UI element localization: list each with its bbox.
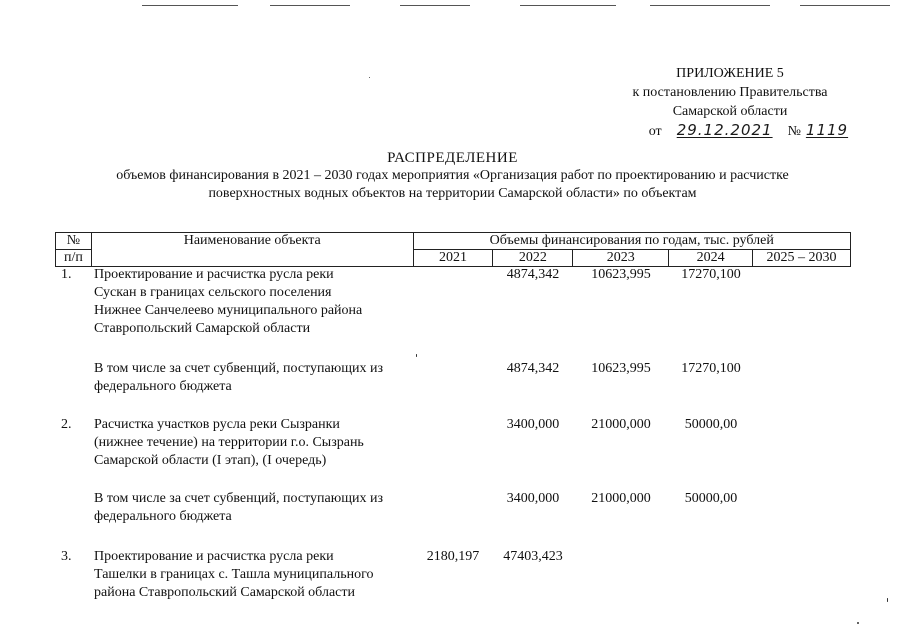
table-row [55,490,851,526]
value-2021 [413,360,493,396]
row-number: 2. [61,417,72,432]
header-year-2025-2030: 2025 – 2030 [753,250,851,267]
name-line: В том числе за счет субвенций, поступающих из [94,491,383,506]
value-2024: 50000,00 [684,417,738,432]
handwritten-date: 29.12.2021 [676,121,773,139]
annex-block [615,64,849,141]
table-row [55,548,851,602]
table-row [55,360,851,396]
scan-edge-line [650,5,770,6]
number-prefix: № [787,124,801,139]
document-subtitle: поверхностных водных объектов на территории Самарской области» по объектам [208,186,697,201]
table-row [55,266,851,338]
value-2025-2030 [753,360,851,396]
name-line: Ставропольский Самарской области [94,321,311,336]
value-2023: 21000,000 [591,417,651,432]
header-number-sign: № [66,233,81,248]
value-2025-2030 [753,490,851,526]
name-line: Ташелки в границах с. Ташла муниципального [94,567,374,582]
row-number [55,360,91,396]
name-line: В том числе за счет субвенций, поступающих из [94,361,383,376]
table-row [55,416,851,470]
annex-date-line [615,121,849,141]
header-object-name: Наименование объекта [91,233,413,267]
header-funding: Объемы финансирования по годам, тыс. рублей [413,233,850,250]
value-2023: 21000,000 [591,491,651,506]
row-object-name [91,548,413,602]
value-2024 [669,548,753,602]
name-line: Сускан в границах сельского поселения [94,285,332,300]
value-2023: 10623,995 [591,267,651,282]
scan-edge-line [800,5,890,6]
header-year-2022: 2022 [493,250,573,267]
row-object-name [91,360,413,396]
handwritten-number: 1119 [805,121,849,139]
value-2023 [573,548,669,602]
scan-edge-line [142,5,238,6]
value-2025-2030 [753,266,851,338]
value-2023: 10623,995 [591,361,651,376]
value-2024: 17270,100 [681,267,741,282]
name-line: района Ставропольский Самарской области [94,585,355,600]
annex-line: Самарской области [672,104,788,119]
scan-edge-line [520,5,616,6]
value-2021 [413,490,493,526]
row-number [55,490,91,526]
name-line: (нижнее течение) на территории г.о. Сызрань [94,435,364,450]
scan-speck [887,598,888,602]
annex-line: к постановлению Правительства [632,85,828,100]
scan-edge-line [270,5,350,6]
document-subtitle: объемов финансирования в 2021 – 2030 годах мероприятия «Организация работ по проектированию и расчистке [116,168,789,183]
scan-edge-line [400,5,470,6]
name-line: Самарской области (I этап), (I очередь) [94,453,327,468]
value-2022: 3400,000 [506,417,560,432]
row-number: 1. [61,267,72,282]
name-line: Расчистка участков русла реки Сызранки [94,417,340,432]
document-heading [0,149,905,203]
value-2025-2030 [753,548,851,602]
annex-title: ПРИЛОЖЕНИЕ 5 [676,66,784,81]
name-line: Проектирование и расчистка русла реки [94,267,334,282]
value-2022: 47403,423 [503,549,563,564]
name-line: федерального бюджета [94,509,232,524]
date-prefix: от [648,124,662,139]
value-2024: 50000,00 [684,491,738,506]
document-title: РАСПРЕДЕЛЕНИЕ [387,150,518,166]
header-year-2023: 2023 [573,250,669,267]
value-2021 [413,266,493,338]
funding-table-body [55,266,851,602]
value-2022: 4874,342 [506,267,560,282]
value-2025-2030 [753,416,851,470]
row-object-name [91,416,413,470]
value-2022: 3400,000 [506,491,560,506]
name-line: федерального бюджета [94,379,232,394]
value-2024: 17270,100 [681,361,741,376]
scan-speck [857,622,859,624]
row-object-name [91,266,413,338]
name-line: Проектирование и расчистка русла реки [94,549,334,564]
value-2021: 2180,197 [426,549,480,564]
header-number-pp: п/п [56,250,92,267]
header-year-2021: 2021 [413,250,493,267]
value-2021 [413,416,493,470]
name-line: Нижнее Санчелеево муниципального района [94,303,363,318]
scan-speck [369,77,370,78]
row-object-name [91,490,413,526]
value-2022: 4874,342 [506,361,560,376]
row-number: 3. [61,549,72,564]
funding-table-header [55,232,851,267]
header-year-2024: 2024 [669,250,753,267]
header-number [56,233,92,250]
